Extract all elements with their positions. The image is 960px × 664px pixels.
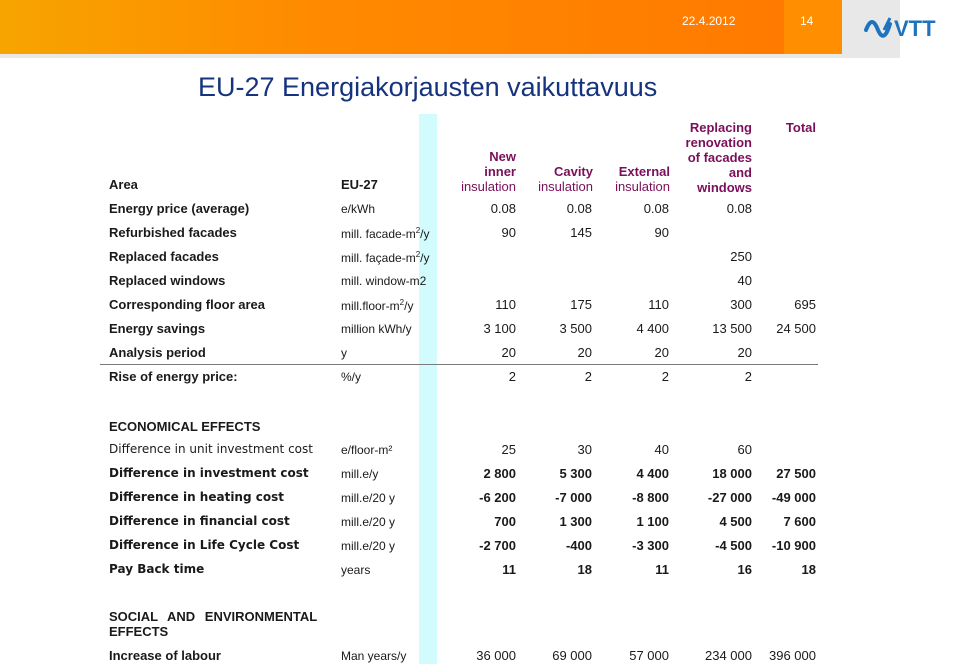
social-unit: Man years/y	[341, 649, 407, 663]
economic-value: 2 800	[483, 466, 516, 481]
logo-text: VTT	[894, 16, 936, 41]
economic-value: 60	[737, 442, 752, 457]
header-external: External	[618, 164, 670, 179]
economic-unit: mill.e/20 y	[341, 515, 396, 529]
economic-value: -3 300	[632, 538, 669, 553]
row-value: 2	[584, 369, 592, 384]
slide-title: EU-27 Energiakorjausten vaikuttavuus	[198, 72, 658, 102]
economic-value: -27 000	[707, 490, 752, 505]
row-value: 0.08	[726, 201, 752, 216]
economic-heading: ECONOMICAL EFFECTS	[109, 419, 261, 434]
economic-label: Difference in unit investment cost	[109, 442, 313, 456]
unit-tail: /y	[404, 299, 414, 313]
economic-value: -6 200	[479, 490, 516, 505]
row-value: 300	[730, 297, 752, 312]
economic-unit: e/floor-m²	[341, 443, 393, 457]
economic-value: 40	[654, 442, 669, 457]
economic-unit: mill.e/y	[341, 467, 379, 481]
social-value: 69 000	[552, 648, 592, 663]
header-external-sub: insulation	[615, 179, 670, 194]
economic-value: -2 700	[479, 538, 516, 553]
economic-value: 1 100	[636, 514, 669, 529]
row-unit: y	[341, 346, 347, 360]
page-number: 14	[800, 14, 814, 28]
economic-value: 18 000	[712, 466, 752, 481]
row-value: 90	[654, 225, 669, 240]
social-label: Increase of labour	[109, 648, 221, 663]
social-heading-line1: SOCIAL AND ENVIRONMENTAL	[109, 609, 318, 624]
economic-value: 4 500	[719, 514, 752, 529]
row-label: Energy savings	[109, 321, 206, 336]
unit-tail: /y	[420, 251, 430, 265]
economic-value: -8 800	[632, 490, 669, 505]
row-unit	[341, 298, 413, 313]
economic-value: 27 500	[776, 466, 816, 481]
header-new-inner-sub: insulation	[461, 179, 516, 194]
row-value: 175	[570, 297, 592, 312]
unit-superscript: 2	[415, 250, 421, 259]
row-value: 3 100	[483, 321, 516, 336]
row-value: 145	[570, 225, 592, 240]
row-value: 0.08	[490, 201, 516, 216]
economic-value: 700	[494, 514, 516, 529]
header-cavity: Cavity	[553, 164, 593, 179]
unit-superscript: 2	[399, 298, 405, 307]
row-value: 3 500	[559, 321, 592, 336]
top-bar-orange	[0, 0, 784, 54]
section-divider	[100, 364, 818, 365]
economic-value: -49 000	[771, 490, 816, 505]
economic-unit: mill.e/20 y	[341, 491, 396, 505]
row-value: 695	[794, 297, 816, 312]
row-value: 2	[661, 369, 669, 384]
slide-date: 22.4.2012	[682, 14, 736, 28]
economic-value: 7 600	[783, 514, 816, 529]
row-unit: mill. window-m2	[341, 274, 427, 288]
row-label: Refurbished facades	[109, 225, 237, 240]
economic-value: 30	[577, 442, 592, 457]
header-replacing: Replacing renovation of facades and windows	[685, 120, 752, 195]
economic-value: 18	[801, 562, 816, 577]
economic-label: Difference in investment cost	[109, 466, 309, 480]
row-value: 110	[495, 297, 516, 312]
unit-superscript: 2	[415, 226, 421, 235]
header-area: Area	[109, 177, 138, 192]
economic-value: 11	[655, 562, 669, 577]
row-label: Corresponding floor area	[109, 297, 266, 312]
economic-value: 16	[737, 562, 752, 577]
row-value: 110	[648, 297, 669, 312]
row-label: Rise of energy price:	[109, 369, 238, 384]
economic-unit: years	[341, 563, 371, 577]
row-unit	[341, 250, 429, 265]
top-bar	[0, 0, 960, 58]
unit-base: mill.floor-m	[341, 299, 400, 313]
row-value: 20	[577, 345, 592, 360]
economic-value: 25	[501, 442, 516, 457]
vtt-logo	[862, 8, 942, 44]
economic-label: Difference in heating cost	[109, 490, 284, 504]
social-heading-line2: EFFECTS	[109, 624, 169, 639]
row-value: 20	[654, 345, 669, 360]
row-unit: e/kWh	[341, 202, 376, 216]
row-label: Replaced facades	[109, 249, 219, 264]
row-value: 250	[730, 249, 752, 264]
economic-label: Difference in financial cost	[109, 514, 290, 528]
economic-value: -10 900	[771, 538, 816, 553]
row-value: 90	[501, 225, 516, 240]
economic-value: 11	[502, 562, 516, 577]
row-unit	[341, 226, 429, 241]
unit-base: mill. façade-m	[341, 251, 416, 265]
social-value: 36 000	[476, 648, 516, 663]
economic-value: 5 300	[559, 466, 592, 481]
economic-unit: mill.e/20 y	[341, 539, 396, 553]
economic-label: Pay Back time	[109, 562, 205, 576]
highlight-band	[419, 114, 437, 664]
economic-value: 4 400	[636, 466, 669, 481]
row-value: 4 400	[636, 321, 669, 336]
economic-value: -400	[565, 538, 592, 553]
row-unit: %/y	[341, 370, 362, 384]
social-value: 234 000	[705, 648, 752, 663]
row-value: 13 500	[712, 321, 752, 336]
economic-label: Difference in Life Cycle Cost	[109, 538, 300, 552]
row-label: Analysis period	[109, 345, 206, 360]
header-eu27: EU-27	[341, 177, 378, 192]
unit-tail: /y	[420, 227, 430, 241]
header-new-inner: New inner	[484, 149, 516, 179]
row-unit: million kWh/y	[341, 322, 412, 336]
row-value: 20	[737, 345, 752, 360]
row-value: 24 500	[776, 321, 816, 336]
social-value: 57 000	[629, 648, 669, 663]
row-value: 2	[744, 369, 752, 384]
economic-value: 18	[577, 562, 592, 577]
header-total: Total	[785, 120, 816, 135]
social-value: 396 000	[769, 648, 816, 663]
economic-value: -4 500	[715, 538, 752, 553]
header-cavity-sub: insulation	[538, 179, 593, 194]
row-value: 0.08	[643, 201, 669, 216]
row-label: Replaced windows	[109, 273, 226, 288]
row-label: Energy price (average)	[109, 201, 250, 216]
economic-value: -7 000	[555, 490, 592, 505]
row-value: 2	[508, 369, 516, 384]
unit-base: mill. facade-m	[341, 227, 416, 241]
economic-value: 1 300	[559, 514, 592, 529]
row-value: 20	[501, 345, 516, 360]
row-value: 40	[737, 273, 752, 288]
row-value: 0.08	[566, 201, 592, 216]
